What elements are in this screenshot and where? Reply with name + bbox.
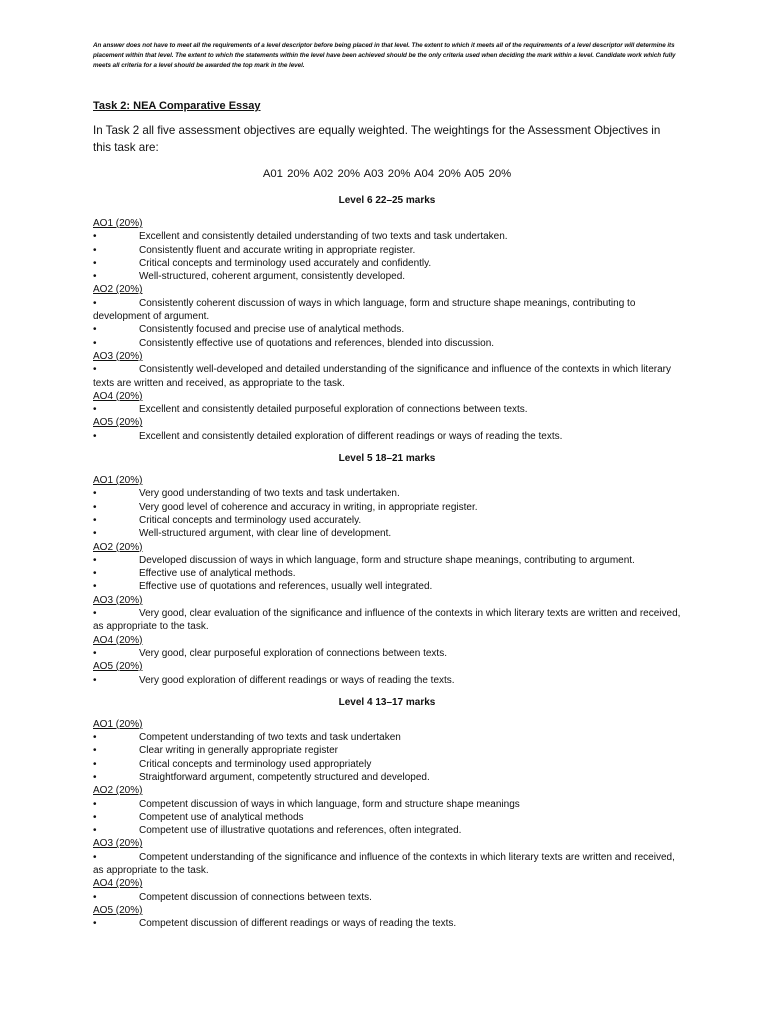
weightings-line: A01 20% A02 20% A03 20% A04 20% A05 20% [262, 168, 512, 180]
level-heading: Level 4 13–17 marks [338, 696, 436, 708]
criteria-item: • Effective use of analytical methods. [93, 567, 681, 580]
level-section [93, 452, 681, 687]
criteria-list [93, 230, 681, 283]
assessment-objective-label: AO4 (20%) [93, 390, 143, 402]
criteria-item: • Very good understanding of two texts and task undertaken. [93, 487, 681, 500]
criteria-item: • Competent understanding of two texts and task undertaken [93, 731, 681, 744]
criteria-item: • Very good exploration of different readings or ways of reading the texts. [93, 674, 681, 687]
assessment-objective-label: AO2 (20%) [93, 284, 143, 296]
assessment-objective-label: AO5 (20%) [93, 904, 143, 916]
criteria-list [93, 297, 681, 350]
level-heading: Level 6 22–25 marks [338, 195, 436, 206]
criteria-item: • Critical concepts and terminology used accurately. [93, 514, 681, 527]
criteria-list [93, 430, 681, 443]
criteria-item: • Consistently coherent discussion of ways in which language, form and structure shape meanings, contributing to development of argument. [93, 297, 681, 324]
criteria-list [93, 363, 681, 390]
criteria-item: • Competent discussion of ways in which language, form and structure shape meanings [93, 798, 681, 811]
assessment-objective-label: AO4 (20%) [93, 634, 143, 646]
assessment-objective-label: AO1 (20%) [93, 718, 143, 730]
level-section [93, 194, 681, 443]
criteria-item: • Critical concepts and terminology used accurately and confidently. [93, 257, 681, 270]
assessment-objective-label: AO1 (20%) [93, 475, 143, 487]
assessment-objective-label: AO2 (20%) [93, 785, 143, 797]
criteria-item: • Very good, clear purposeful exploration of connections between texts. [93, 647, 681, 660]
criteria-list [93, 798, 681, 838]
criteria-list [93, 554, 681, 594]
criteria-item: • Competent discussion of connections between texts. [93, 891, 681, 904]
criteria-item: • Very good, clear evaluation of the significance and influence of the contexts in which literary texts are written and received, as appropriate to the task. [93, 607, 681, 634]
criteria-list [93, 403, 681, 416]
task-description: In Task 2 all five assessment objectives are equally weighted. The weightings for the Assessment Objectives in this task are: [93, 124, 661, 154]
criteria-item: • Well-structured argument, with clear line of development. [93, 527, 681, 540]
criteria-item: • Very good level of coherence and accuracy in writing, in appropriate register. [93, 501, 681, 514]
criteria-item: • Developed discussion of ways in which language, form and structure shape meanings, contributing to argument. [93, 554, 681, 567]
assessment-objective-label: AO5 (20%) [93, 417, 143, 429]
level-section [93, 696, 681, 931]
criteria-list [93, 917, 681, 930]
criteria-item: • Excellent and consistently detailed purposeful exploration of connections between texts. [93, 403, 681, 416]
criteria-list [93, 487, 681, 540]
assessment-objective-label: AO3 (20%) [93, 350, 143, 362]
task-title: Task 2: NEA Comparative Essay [93, 100, 261, 112]
assessment-objective-label: AO4 (20%) [93, 878, 143, 890]
assessment-objective-label: AO3 (20%) [93, 594, 143, 606]
criteria-item: • Consistently focused and precise use of analytical methods. [93, 323, 681, 336]
criteria-item: • Straightforward argument, competently structured and developed. [93, 771, 681, 784]
assessment-objective-label: AO5 (20%) [93, 661, 143, 673]
document-page [93, 41, 681, 931]
levels-container [93, 194, 681, 931]
criteria-item: • Competent understanding of the significance and influence of the contexts in which literary texts are written and received, as appropriate to the task. [93, 851, 681, 878]
criteria-list [93, 674, 681, 687]
criteria-list [93, 607, 681, 634]
criteria-item: • Critical concepts and terminology used appropriately [93, 758, 681, 771]
criteria-item: • Effective use of quotations and references, usually well integrated. [93, 580, 681, 593]
criteria-item: • Competent use of illustrative quotations and references, often integrated. [93, 824, 681, 837]
criteria-item: • Excellent and consistently detailed understanding of two texts and task undertaken. [93, 230, 681, 243]
criteria-item: • Excellent and consistently detailed exploration of different readings or ways of reading the texts. [93, 430, 681, 443]
assessment-objective-label: AO1 (20%) [93, 218, 143, 229]
criteria-item: • Competent use of analytical methods [93, 811, 681, 824]
criteria-item: • Consistently well-developed and detailed understanding of the significance and influence of the contexts in which literary texts are written and received, as appropriate to the task. [93, 363, 681, 390]
level-heading: Level 5 18–21 marks [338, 453, 436, 465]
assessment-objective-label: AO2 (20%) [93, 541, 143, 553]
intro-note: An answer does not have to meet all the requirements of a level descriptor before being placed in that level. The extent to which it meets all of the requirements of a level descriptor will determine its placement within that level. The extent to which the statements within the level have been achieved should be the only criteria used when deciding the mark within a level. Candidate work which fully meets all criteria for a level should be awarded the top mark in the level. [93, 42, 676, 69]
criteria-item: • Competent discussion of different readings or ways of reading the texts. [93, 917, 681, 930]
criteria-item: • Consistently fluent and accurate writing in appropriate register. [93, 244, 681, 257]
criteria-list [93, 647, 681, 660]
assessment-objective-label: AO3 (20%) [93, 838, 143, 850]
criteria-item: • Consistently effective use of quotations and references, blended into discussion. [93, 337, 681, 350]
criteria-item: • Clear writing in generally appropriate register [93, 744, 681, 757]
criteria-list [93, 891, 681, 904]
criteria-list [93, 851, 681, 878]
criteria-list [93, 731, 681, 784]
criteria-item: • Well-structured, coherent argument, consistently developed. [93, 270, 681, 283]
